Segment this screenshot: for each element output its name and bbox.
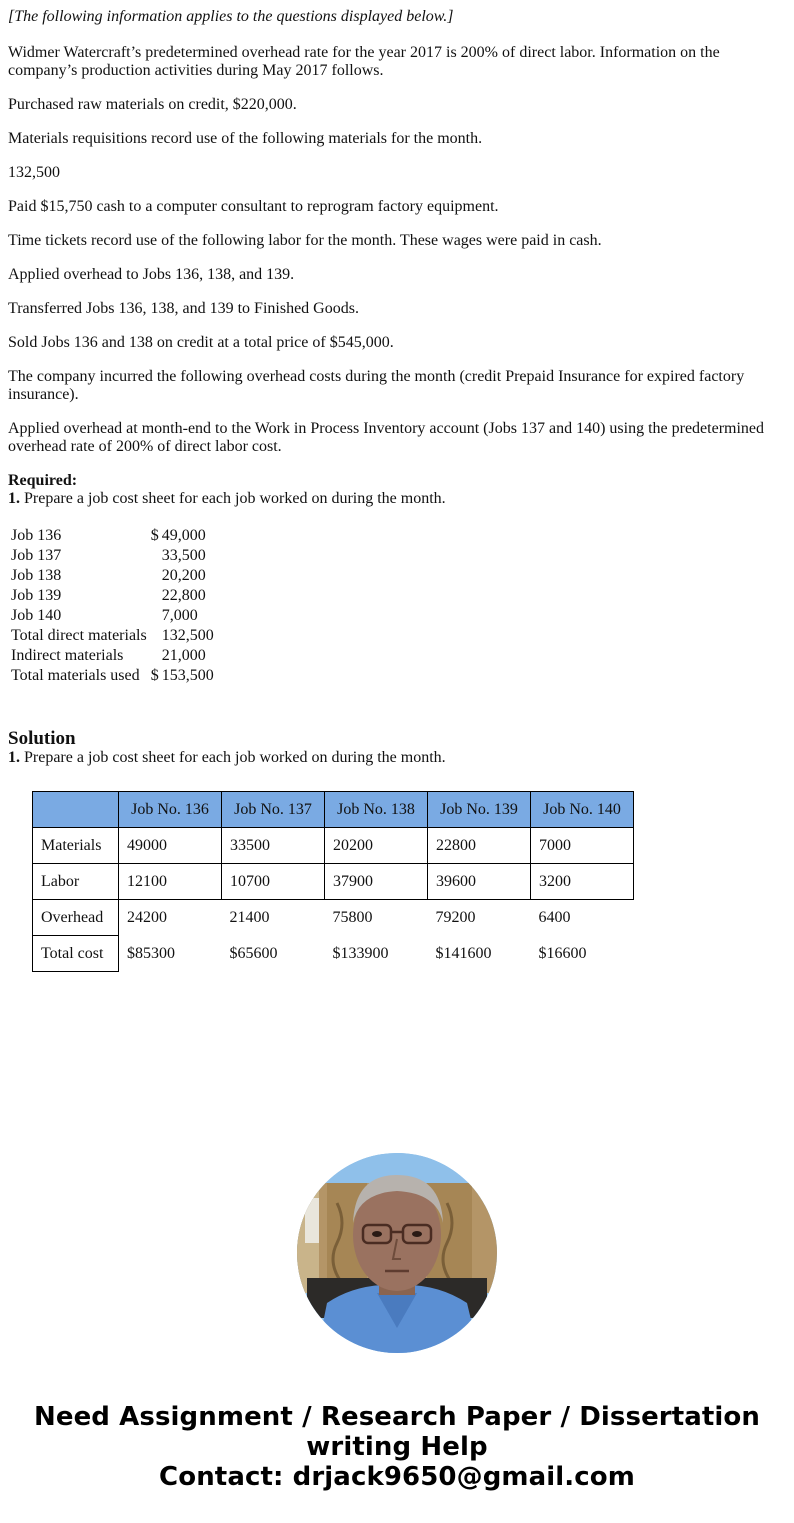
materials-table — [8, 526, 217, 686]
solution-item-text: Prepare a job cost sheet for each job worked on during the month. — [20, 749, 446, 766]
paragraph-overhead-rate: Widmer Watercraft’s predetermined overhead rate for the year 2017 is 200% of direct labor. Information on the company’s production activities during May 2017 follows. — [8, 44, 720, 79]
solution-title: Solution — [8, 728, 76, 749]
row-value: 49,000 — [161, 527, 206, 544]
column-header-job-136: Job No. 136 — [119, 792, 222, 828]
table-row — [10, 626, 215, 646]
required-section — [8, 472, 778, 508]
table-row — [10, 646, 215, 666]
cell-value: 12100 — [119, 864, 222, 900]
paragraph-materials-total: 132,500 — [8, 164, 60, 181]
row-label: Total materials used — [11, 667, 140, 684]
table-header-row — [33, 792, 634, 828]
paragraph-time-tickets: Time tickets record use of the following labor for the month. These wages were paid in cash. — [8, 232, 602, 249]
row-label: Total direct materials — [11, 627, 147, 644]
paragraph-purchased-materials: Purchased raw materials on credit, $220,000. — [8, 96, 297, 113]
paragraph-sold-jobs: Sold Jobs 136 and 138 on credit at a total price of $545,000. — [8, 334, 394, 351]
dollar-sign — [150, 566, 160, 586]
cell-value: 75800 — [332, 908, 373, 926]
row-label: Job 140 — [11, 607, 62, 624]
column-header-job-138: Job No. 138 — [325, 792, 428, 828]
table-row-total-cost — [33, 936, 634, 972]
paragraph-month-end-overhead: Applied overhead at month-end to the Work in Process Inventory account (Jobs 137 and 140) using the predetermined overhead rate of 200% of direct labor cost. — [8, 420, 765, 455]
table-row-materials — [33, 828, 634, 864]
cell-value: 20200 — [325, 828, 428, 864]
dollar-sign: $ — [150, 527, 159, 544]
dollar-sign — [150, 546, 160, 566]
cell-value: 21400 — [229, 908, 270, 926]
row-value: 153,500 — [161, 667, 214, 684]
table-row — [10, 566, 215, 586]
column-header-job-137: Job No. 137 — [222, 792, 325, 828]
row-label: Job 139 — [11, 587, 62, 604]
promo-contact: Contact: drjack9650@gmail.com — [159, 1462, 635, 1492]
cell-value: $65600 — [229, 944, 278, 962]
row-value: 132,500 — [161, 627, 214, 644]
table-row — [10, 546, 215, 566]
cell-value: $133900 — [332, 944, 389, 962]
table-row — [10, 666, 215, 686]
paragraph-materials-requisitions: Materials requisitions record use of the following materials for the month. — [8, 130, 483, 147]
table-row — [10, 606, 215, 626]
cell-value: 7000 — [531, 828, 634, 864]
row-value: 20,200 — [161, 567, 206, 584]
dollar-sign: $ — [150, 667, 159, 684]
row-value: 22,800 — [161, 587, 206, 604]
row-label: Indirect materials — [11, 647, 124, 664]
row-value: 21,000 — [161, 647, 206, 664]
cell-value: 10700 — [222, 864, 325, 900]
column-header-empty — [33, 792, 119, 828]
cell-value: 79200 — [435, 908, 476, 926]
column-header-job-140: Job No. 140 — [531, 792, 634, 828]
intro-note: [The following information applies to the questions displayed below.] — [8, 8, 454, 25]
table-row — [10, 586, 215, 606]
profile-photo-icon — [297, 1153, 497, 1353]
cell-value: $85300 — [127, 944, 175, 962]
solution-item-number: 1. — [8, 749, 20, 766]
paragraph-applied-overhead: Applied overhead to Jobs 136, 138, and 139. — [8, 266, 295, 283]
cell-value: 39600 — [428, 864, 531, 900]
row-label: Job 138 — [11, 567, 62, 584]
paragraph-overhead-costs: The company incurred the following overhead costs during the month (credit Prepaid Insurance for expired factory insurance). — [8, 368, 745, 403]
row-label: Materials — [33, 828, 119, 864]
solution-item — [8, 749, 778, 767]
cell-value: 22800 — [428, 828, 531, 864]
dollar-sign — [150, 586, 160, 606]
table-row-overhead — [33, 900, 634, 936]
required-label: Required: — [8, 472, 78, 489]
promo-line-1: Need Assignment / Research Paper / Dissertation — [33, 1402, 761, 1432]
cell-value: 33500 — [222, 828, 325, 864]
cell-value: $16600 — [538, 944, 587, 962]
dollar-sign — [150, 606, 160, 626]
row-label: Job 136 — [11, 527, 62, 544]
cell-value: 24200 — [127, 908, 167, 926]
promo-line-2: writing Help — [306, 1432, 488, 1462]
cell-value: 3200 — [531, 864, 634, 900]
cell-value: 6400 — [538, 908, 571, 926]
cell-value: 37900 — [325, 864, 428, 900]
paragraph-transferred-jobs: Transferred Jobs 136, 138, and 139 to Finished Goods. — [8, 300, 359, 317]
avatar — [297, 1153, 497, 1353]
column-header-job-139: Job No. 139 — [428, 792, 531, 828]
row-label: Labor — [33, 864, 119, 900]
required-item — [8, 490, 778, 508]
promo-banner — [0, 1402, 794, 1492]
dollar-sign — [150, 626, 160, 646]
required-item-text: Prepare a job cost sheet for each job worked on during the month. — [20, 490, 446, 507]
required-item-number: 1. — [8, 490, 20, 507]
cell-value: $141600 — [435, 944, 492, 962]
table-row-labor — [33, 864, 634, 900]
row-value: 7,000 — [161, 607, 198, 624]
row-label: Total cost — [33, 936, 119, 972]
row-label: Job 137 — [11, 547, 62, 564]
row-label: Overhead — [33, 900, 119, 936]
dollar-sign — [150, 646, 160, 666]
paragraph-consultant-payment: Paid $15,750 cash to a computer consultant to reprogram factory equipment. — [8, 198, 499, 215]
row-value: 33,500 — [161, 547, 206, 564]
job-cost-table — [32, 791, 634, 972]
cell-value: 49000 — [119, 828, 222, 864]
table-row — [10, 526, 215, 546]
